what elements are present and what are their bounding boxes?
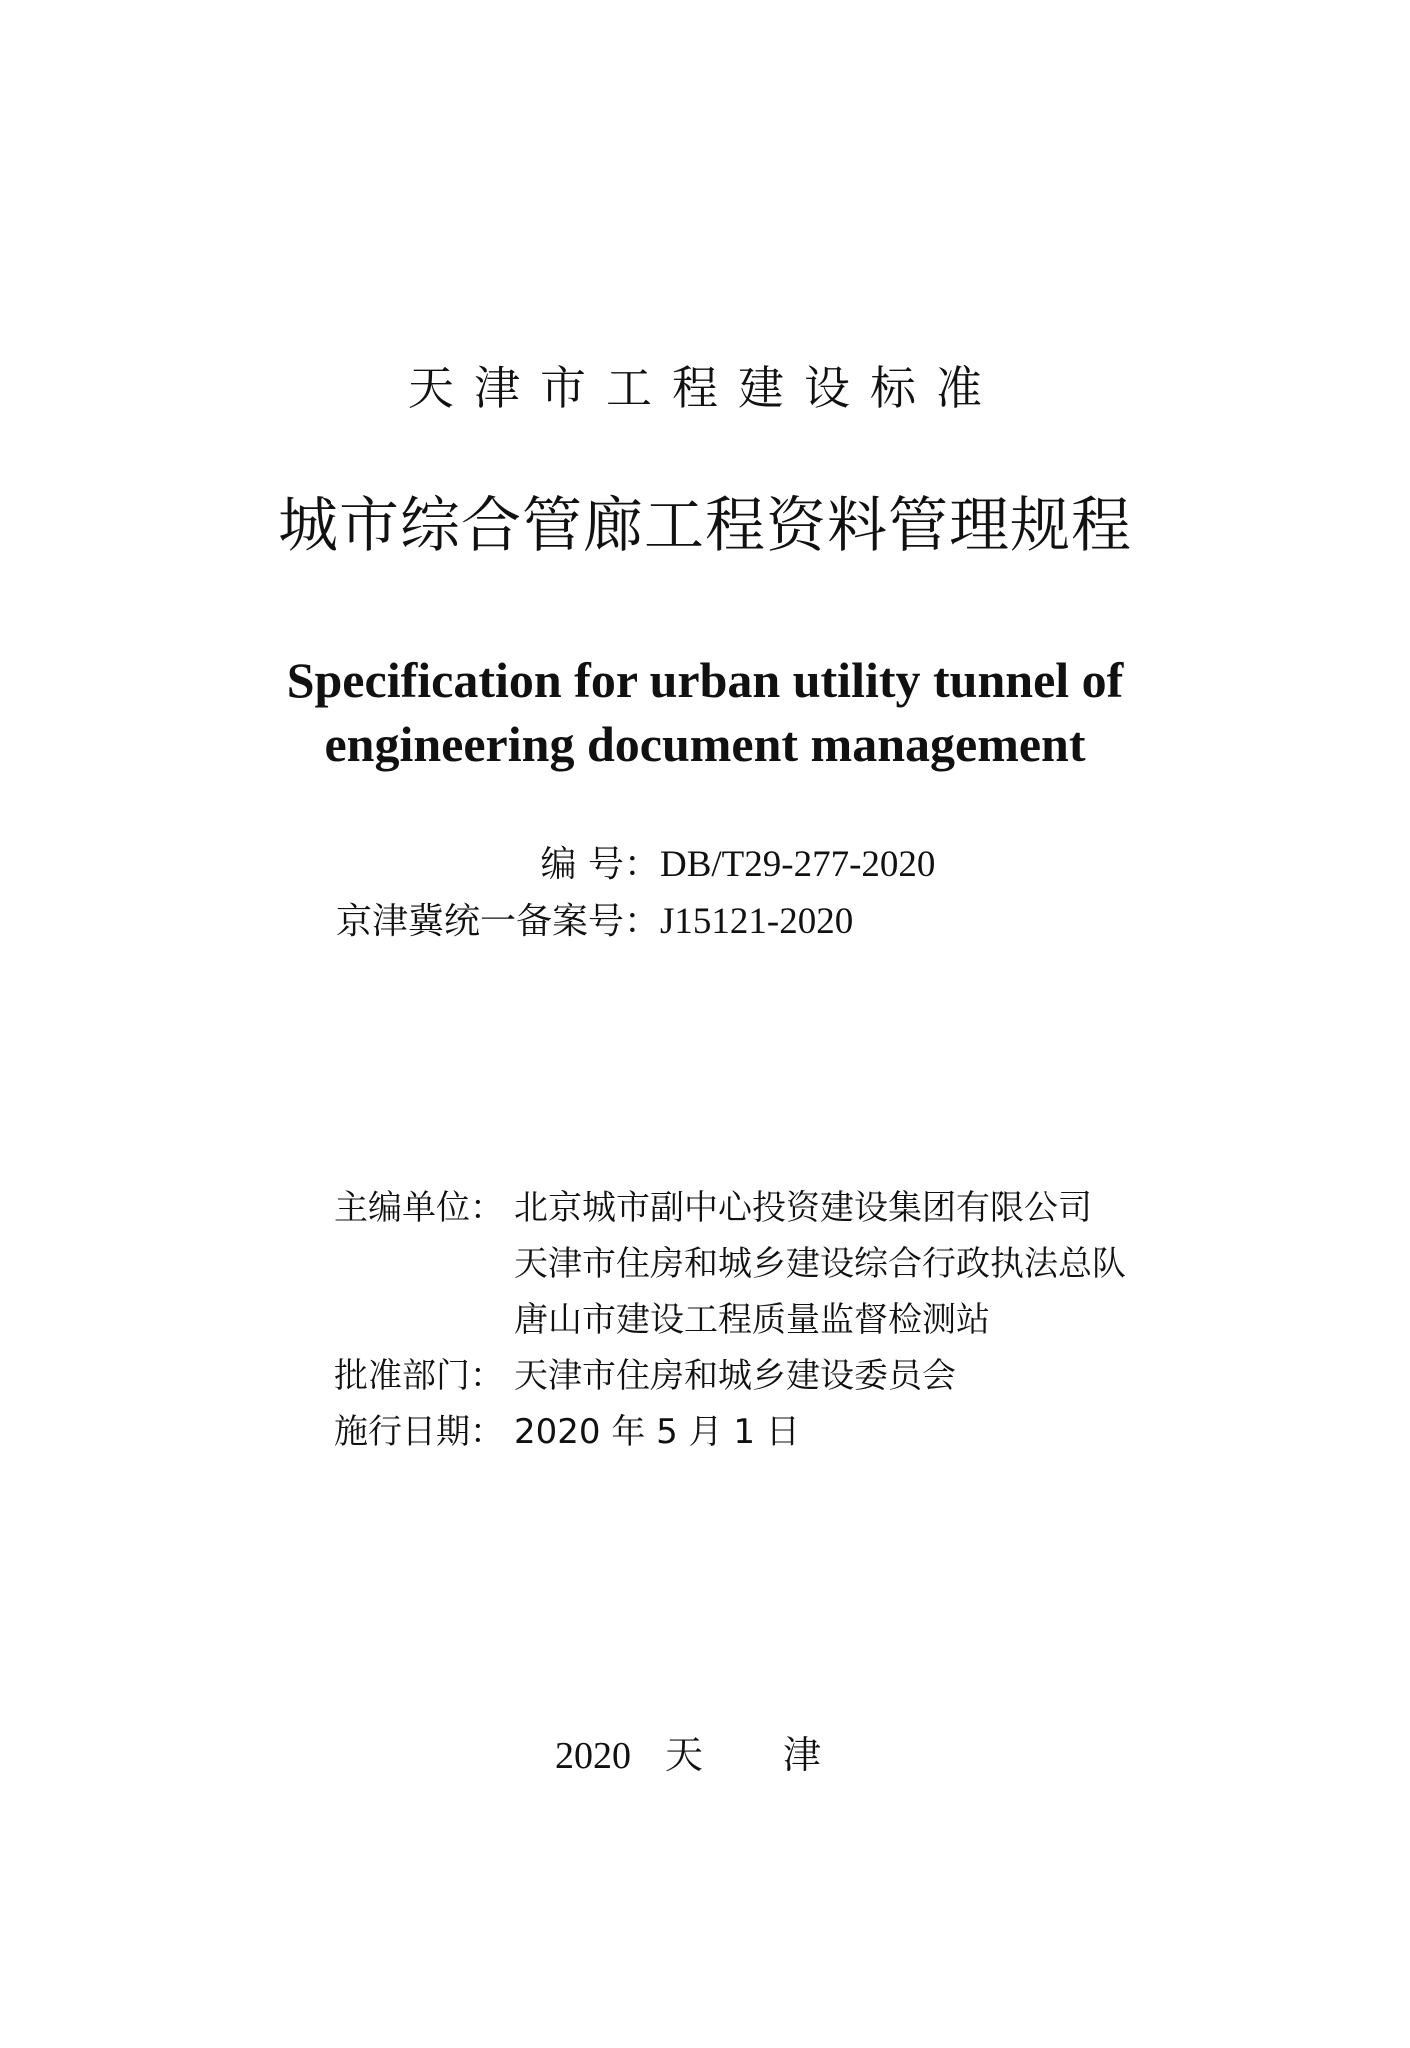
chief-editor-1: 北京城市副中心投资建设集团有限公司 — [514, 1188, 1092, 1228]
approval-department-label: 批准部门： — [334, 1356, 504, 1396]
chief-editor-2: 天津市住房和城乡建设综合行政执法总队 — [514, 1244, 1126, 1284]
effective-date-value: 2020 年 5 月 1 日 — [514, 1412, 800, 1452]
standard-codes — [320, 836, 935, 950]
approval-department-row — [334, 1348, 1126, 1404]
chinese-title: 城市综合管廊工程资料管理规程 — [278, 491, 1132, 561]
approval-department-value: 天津市住房和城乡建设委员会 — [514, 1356, 956, 1396]
standard-series-title: 天津市工程建设标准 — [408, 361, 1002, 415]
publication-info — [334, 1180, 1126, 1460]
standard-number-value: DB/T29-277-2020 — [660, 844, 936, 885]
publication-city: 天 津 — [664, 1733, 856, 1777]
chief-editor-label: 主编单位： — [334, 1188, 504, 1228]
effective-date-label: 施行日期： — [334, 1412, 504, 1452]
english-title-line-2: engineering document management — [324, 716, 1086, 772]
english-title-line-1: Specification for urban utility tunnel of — [286, 652, 1124, 708]
chief-editor-row — [334, 1180, 1126, 1348]
standard-number-label: 编 号： — [540, 844, 660, 885]
publication-year: 2020 — [554, 1735, 631, 1777]
filing-number-label: 京津冀统一备案号： — [335, 901, 660, 942]
publication-footer — [0, 1724, 1410, 1779]
filing-number-row — [320, 893, 935, 950]
english-title — [0, 648, 1410, 776]
filing-number-value: J15121-2020 — [660, 901, 854, 942]
chief-editor-list — [514, 1180, 1126, 1348]
effective-date-row — [334, 1404, 1126, 1460]
standard-number-row — [320, 836, 935, 893]
chief-editor-3: 唐山市建设工程质量监督检测站 — [514, 1300, 990, 1340]
